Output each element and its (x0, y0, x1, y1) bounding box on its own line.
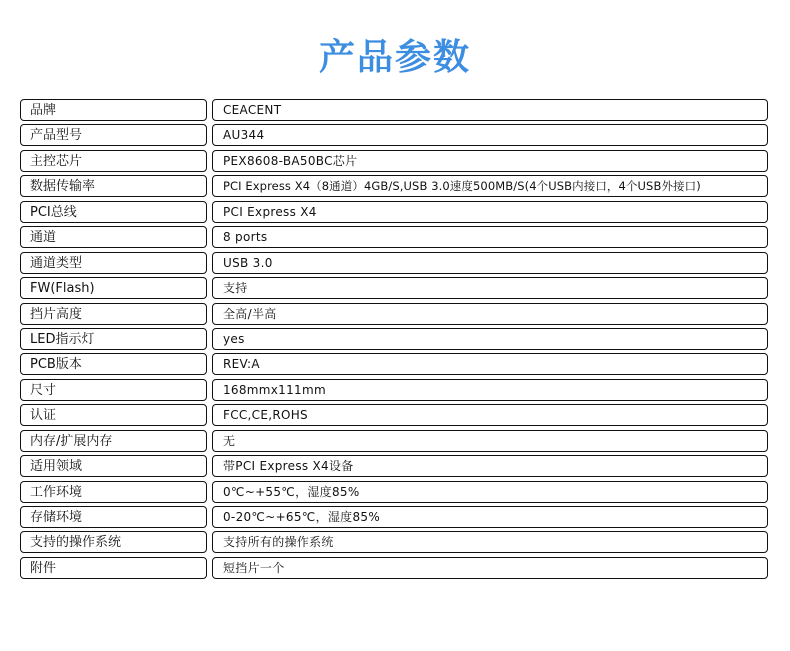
spec-key: 认证 (20, 404, 207, 426)
spec-key: 适用领域 (20, 455, 207, 477)
spec-value: 全高/半高 (212, 303, 768, 325)
spec-key: 通道类型 (20, 252, 207, 274)
spec-value: PEX8608-BA50BC芯片 (212, 150, 768, 172)
spec-value: FCC,CE,ROHS (212, 404, 768, 426)
spec-key: 通道 (20, 226, 207, 248)
spec-key: 数据传输率 (20, 175, 207, 197)
spec-value: REV:A (212, 353, 768, 375)
spec-value: 无 (212, 430, 768, 452)
spec-row-operating-env (20, 481, 768, 503)
spec-row-model (20, 124, 768, 146)
spec-row-led (20, 328, 768, 350)
spec-key: 工作环境 (20, 481, 207, 503)
spec-row-controller (20, 150, 768, 172)
spec-row-channel-type (20, 252, 768, 274)
spec-key: 品牌 (20, 99, 207, 121)
spec-key: 尺寸 (20, 379, 207, 401)
spec-row-pci-bus (20, 201, 768, 223)
spec-value: PCI Express X4 (212, 201, 768, 223)
spec-key: FW(Flash) (20, 277, 207, 299)
spec-value: USB 3.0 (212, 252, 768, 274)
spec-row-channels (20, 226, 768, 248)
spec-value: 168mmx111mm (212, 379, 768, 401)
spec-value: 0℃~+55℃，湿度85% (212, 481, 768, 503)
spec-key: LED指示灯 (20, 328, 207, 350)
spec-key: 内存/扩展内存 (20, 430, 207, 452)
spec-key: PCI总线 (20, 201, 207, 223)
spec-value: 支持 (212, 277, 768, 299)
spec-key: 存储环境 (20, 506, 207, 528)
spec-value: PCI Express X4（8通道）4GB/S,USB 3.0速度500MB/S(4个USB内接口，4个USB外接口) (212, 175, 768, 197)
spec-key: PCB版本 (20, 353, 207, 375)
spec-row-firmware (20, 277, 768, 299)
spec-row-accessories (20, 557, 768, 579)
spec-value: 8 ports (212, 226, 768, 248)
spec-row-brand (20, 99, 768, 121)
spec-key: 产品型号 (20, 124, 207, 146)
spec-value: 带PCI Express X4设备 (212, 455, 768, 477)
spec-value: CEACENT (212, 99, 768, 121)
page-title: 产品参数 (318, 37, 471, 78)
spec-table (20, 99, 768, 582)
spec-row-transfer-rate (20, 175, 768, 197)
spec-row-storage-env (20, 506, 768, 528)
spec-key: 附件 (20, 557, 207, 579)
spec-key: 主控芯片 (20, 150, 207, 172)
spec-key: 挡片高度 (20, 303, 207, 325)
spec-row-certification (20, 404, 768, 426)
spec-row-bracket-height (20, 303, 768, 325)
spec-key: 支持的操作系统 (20, 531, 207, 553)
spec-row-dimensions (20, 379, 768, 401)
spec-value: 短挡片一个 (212, 557, 768, 579)
spec-value: 支持所有的操作系统 (212, 531, 768, 553)
spec-row-pcb-version (20, 353, 768, 375)
spec-value: 0-20℃~+65℃，湿度85% (212, 506, 768, 528)
spec-row-os-support (20, 531, 768, 553)
spec-row-memory (20, 430, 768, 452)
spec-value: AU344 (212, 124, 768, 146)
spec-value: yes (212, 328, 768, 350)
spec-row-application (20, 455, 768, 477)
